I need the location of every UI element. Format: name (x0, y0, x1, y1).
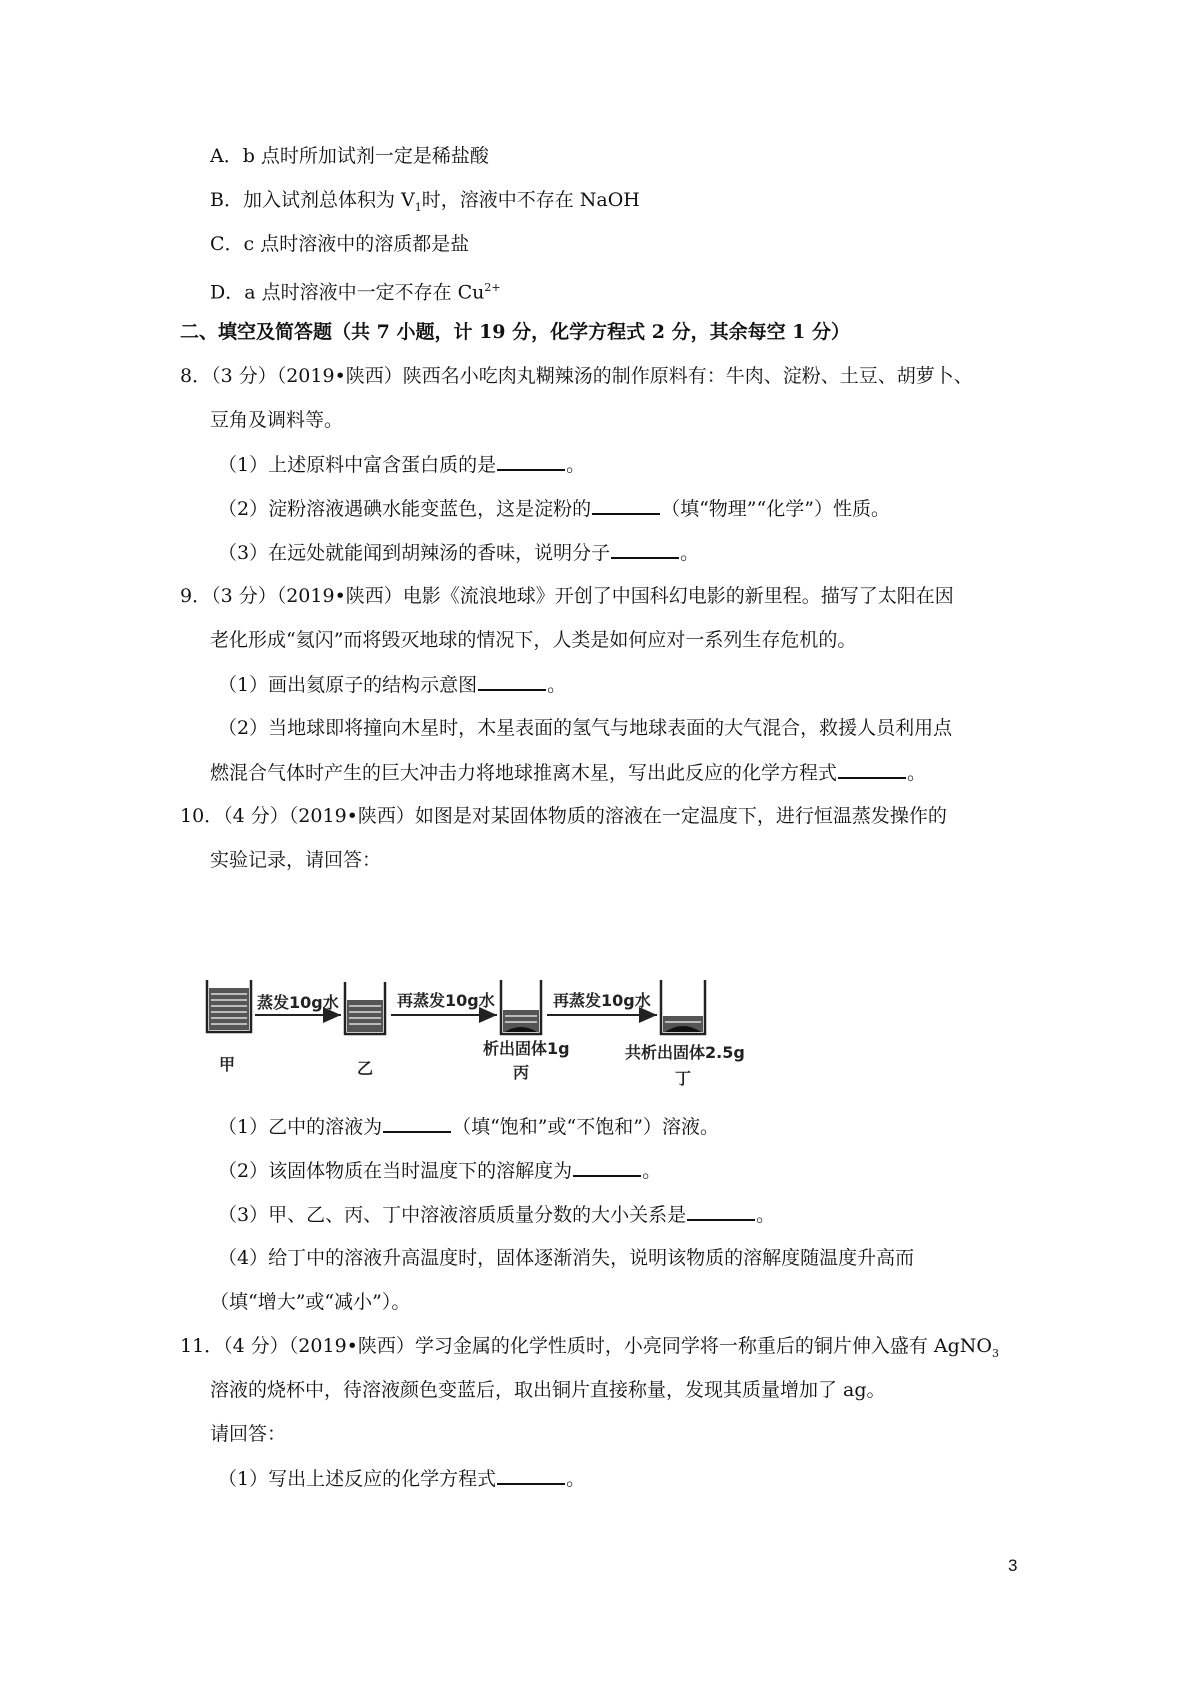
answer-blank (478, 671, 546, 691)
label-bing: 丙 (513, 1063, 530, 1082)
beaker-jia (207, 980, 251, 1032)
page-number: 3 (1008, 1556, 1018, 1575)
arrow-3-label: 再蒸发10g水 (553, 991, 651, 1010)
q10-stem-line1: 10．（4 分）（2019•陕西）如图是对某固体物质的溶液在一定温度下，进行恒温蒸发操作的 (180, 805, 947, 827)
q9-part1: （1）画出氦原子的结构示意图 。 (218, 671, 566, 698)
q7-option-d-text: D．a 点时溶液中一定不存在 Cu (210, 281, 485, 304)
q11-part1: （1）写出上述反应的化学方程式 。 (218, 1465, 585, 1492)
q7-option-c: C．c 点时溶液中的溶质都是盐 (210, 233, 470, 255)
q8-stem-line2: 豆角及调料等。 (210, 409, 344, 431)
beaker-ding (661, 980, 705, 1034)
label-jia: 甲 (219, 1055, 236, 1074)
arrow-2-label: 再蒸发10g水 (397, 991, 495, 1010)
q8-stem-line1: 8．（3 分）（2019•陕西）陕西名小吃肉丸糊辣汤的制作原料有：牛肉、淀粉、土豆、胡萝卜、 (180, 365, 973, 387)
q10-part4-line1: （4）给丁中的溶液升高温度时，固体逐渐消失，说明该物质的溶解度随温度升高而 (218, 1247, 915, 1269)
q10-part2: （2）该固体物质在当时温度下的溶解度为 。 (218, 1157, 661, 1184)
section2-header: 二、填空及简答题（共 7 小题，计 19 分，化学方程式 2 分，其余每空 1 分） (180, 321, 851, 343)
q8-part3: （3）在远处就能闻到胡辣汤的香味，说明分子 。 (218, 539, 699, 566)
q7-option-b (210, 187, 640, 221)
q9-part2-line1: （2）当地球即将撞向木星时，木星表面的氢气与地球表面的大气混合，救援人员利用点 (218, 717, 953, 739)
q7-option-b-sub: 1 (414, 200, 422, 214)
q11-stem-line2: 溶液的烧杯中，待溶液颜色变蓝后，取出铜片直接称量，发现其质量增加了 ag。 (210, 1379, 886, 1401)
q10-part4-line2: （填“增大”或“减小”）。 (210, 1291, 411, 1313)
q9-stem-line2: 老化形成“氦闪”而将毁灭地球的情况下，人类是如何应对一系列生存危机的。 (210, 629, 857, 651)
q7-option-d (210, 275, 501, 305)
answer-blank (687, 1201, 755, 1221)
answer-blank (497, 1465, 565, 1485)
q10-part1: （1）乙中的溶液为 （填“饱和”或“不饱和”）溶液。 (218, 1113, 719, 1140)
beaker-bing (501, 980, 541, 1034)
q11-stem-line1: 11．（4 分）（2019•陕西）学习金属的化学性质时，小亮同学将一称重后的铜片伸入盛有 AgNO$_3$ (180, 1335, 999, 1360)
q7-option-b-text: B．加入试剂总体积为 V (210, 189, 415, 211)
answer-blank (383, 1113, 451, 1133)
answer-blank (611, 539, 679, 559)
answer-blank (573, 1157, 641, 1177)
arrow-1-label: 蒸发10g水 (257, 993, 339, 1012)
beaker-yi (345, 982, 385, 1034)
answer-blank (592, 495, 660, 515)
q10-stem-line2: 实验记录，请回答： (210, 849, 382, 871)
q9-stem-line1: 9．（3 分）（2019•陕西）电影《流浪地球》开创了中国科幻电影的新里程。描写了太阳在因 (180, 585, 954, 607)
q11-stem-line3: 请回答： (210, 1423, 287, 1445)
label-ding: 丁 (675, 1069, 692, 1088)
q9-part2-line2: 燃混合气体时产生的巨大冲击力将地球推离木星，写出此反应的化学方程式 。 (210, 759, 926, 786)
evaporation-diagram (205, 970, 765, 1090)
q7-option-b-text2: 时，溶液中不存在 NaOH (421, 189, 640, 211)
q10-part3: （3）甲、乙、丙、丁中溶液溶质质量分数的大小关系是 。 (218, 1201, 775, 1228)
q7-option-a: A．b 点时所加试剂一定是稀盐酸 (210, 145, 489, 167)
q8-part1: （1）上述原料中富含蛋白质的是 。 (218, 451, 585, 478)
label-yi: 乙 (357, 1059, 374, 1078)
q8-part2: （2）淀粉溶液遇碘水能变蓝色，这是淀粉的 （填“物理”“化学”）性质。 (218, 495, 890, 522)
answer-blank (838, 759, 906, 779)
note-bing: 析出固体1g (483, 1039, 570, 1058)
q7-option-d-sup: 2+ (484, 281, 501, 294)
note-ding: 共析出固体2.5g (625, 1043, 745, 1062)
answer-blank (497, 451, 565, 471)
